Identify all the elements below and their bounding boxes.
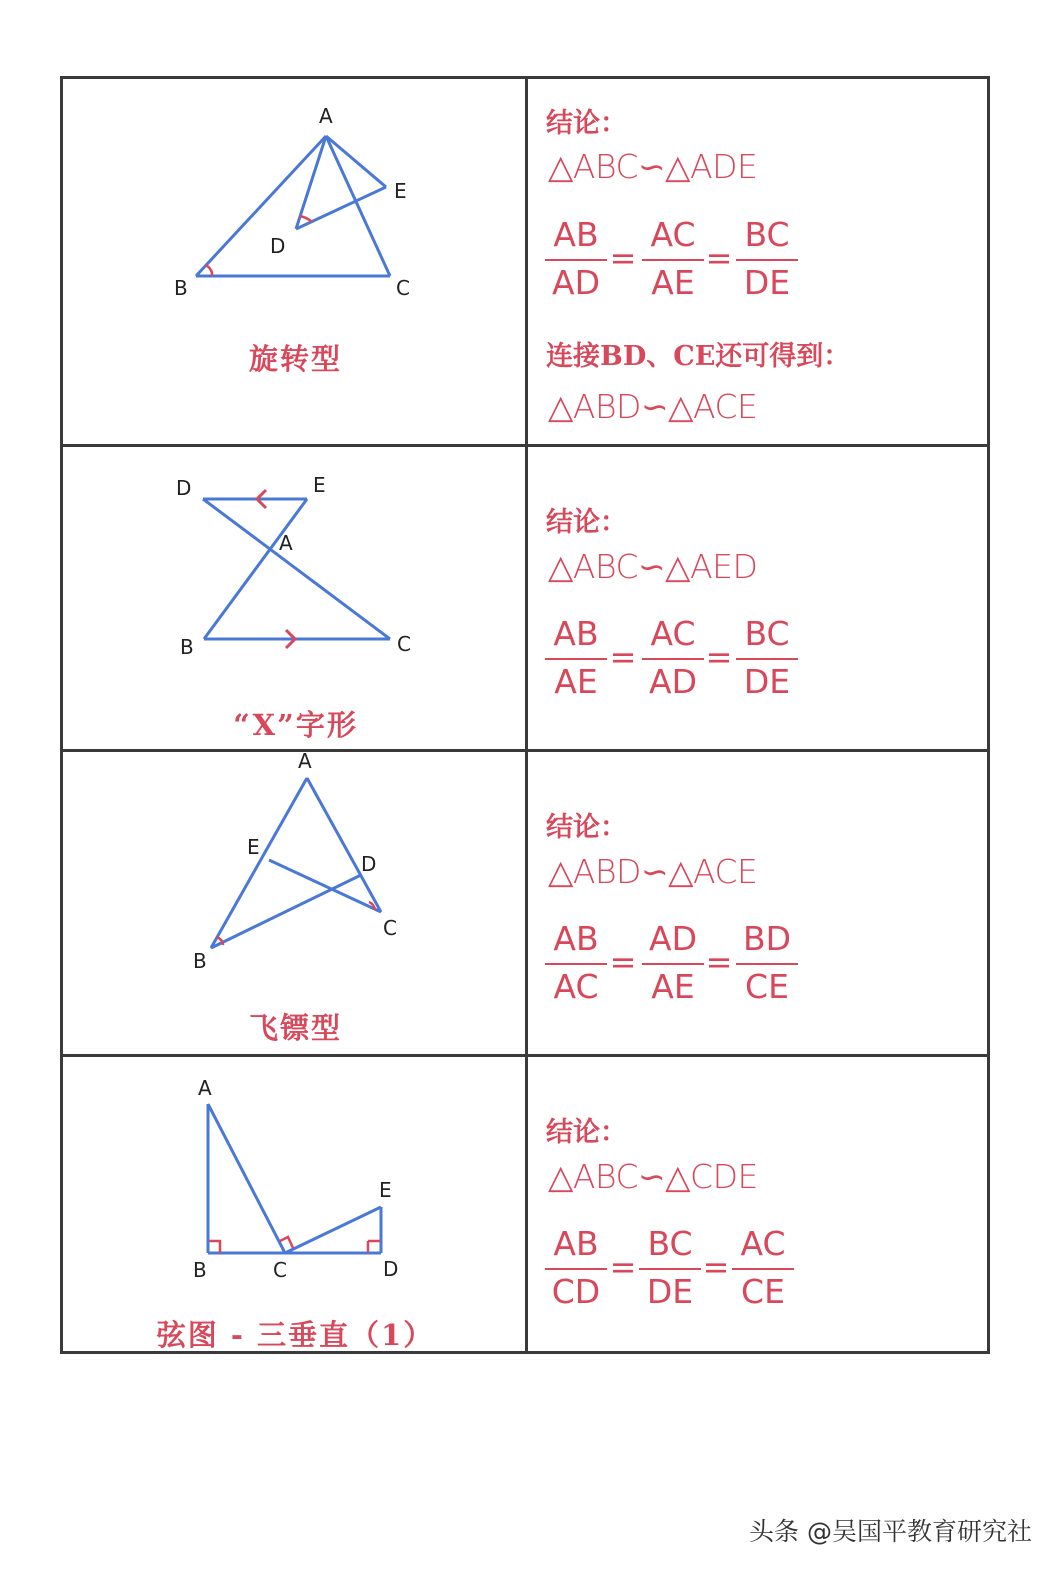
point-label-d: D [176,476,192,500]
ratio-equation [548,610,908,706]
point-label-c: C [273,1258,287,1282]
conclusion-cell [528,447,987,749]
ratio-equation [548,211,908,307]
table-row-three-perpendicular [63,1054,987,1351]
fraction: AB AC [548,915,604,1011]
figure-caption: “X”字形 [233,708,358,742]
table-row-dart-shape [63,749,987,1054]
fraction: AB AD [548,211,604,307]
point-label-e: E [379,1178,392,1202]
point-label-d: D [361,852,377,876]
figure-caption: 旋转型 [248,342,342,376]
fraction: AC AE [645,211,701,307]
point-label-b: B [193,949,207,973]
table-row-rotation [63,79,987,444]
fraction: AB AE [548,610,604,706]
watermark: 头条 @吴国平教育研究社 [749,1517,1032,1546]
ratio-equation [548,915,908,1011]
similarity-statement: △ABC∽△AED [548,547,758,586]
point-label-a: A [198,1076,212,1100]
conclusion-heading: 结论： [546,1117,627,1148]
fraction: AC CE [735,1220,791,1316]
figure-cell [63,752,528,1054]
point-label-b: B [193,1258,207,1282]
equals-sign: = [705,943,733,981]
point-label-a: A [279,531,293,555]
figure-cell [63,447,528,749]
equals-sign: = [705,239,733,277]
three-perpendicular-figure [63,1057,528,1354]
conclusion-cell [528,752,987,1054]
equals-sign: = [609,1248,637,1286]
point-label-c: C [397,632,411,656]
similar-triangles-table [60,76,990,1354]
similarity-statement: △ABC∽△CDE [548,1157,758,1196]
fraction: AB CD [548,1220,604,1316]
point-label-d: D [270,234,286,258]
fraction: BC DE [642,1220,698,1316]
conclusion-heading: 结论： [546,108,627,139]
point-label-a: A [298,752,312,773]
equals-sign: = [705,638,733,676]
point-label-c: C [383,916,397,940]
figure-cell [63,1057,528,1351]
conclusion-heading: 结论： [546,507,627,538]
figure-caption: 弦图 - 三垂直（1） [156,1318,435,1352]
point-label-c: C [396,276,410,300]
equals-sign: = [609,943,637,981]
fraction: BD CE [739,915,795,1011]
fraction: BC DE [739,610,795,706]
fraction: BC DE [739,211,795,307]
ratio-equation [548,1220,908,1316]
rotation-figure [63,79,528,444]
point-label-b: B [180,635,194,659]
equals-sign: = [609,239,637,277]
extra-similarity-statement: △ABD∽△ACE [548,387,758,426]
similarity-statement: △ABD∽△ACE [548,852,758,891]
point-label-e: E [247,835,260,859]
point-label-b: B [174,276,188,300]
conclusion-cell [528,79,987,444]
figure-cell [63,79,528,444]
figure-caption: 飞镖型 [248,1011,342,1045]
equals-sign: = [702,1248,730,1286]
fraction: AC AD [645,610,701,706]
table-row-x-shape [63,444,987,749]
similarity-statement: △ABC∽△ADE [548,147,758,186]
point-label-e: E [313,473,326,497]
point-label-e: E [394,179,407,203]
conclusion-heading: 结论： [546,812,627,843]
fraction: AD AE [645,915,701,1011]
extra-heading: 连接BD、CE还可得到： [546,341,851,372]
equals-sign: = [609,638,637,676]
point-label-a: A [319,104,333,128]
conclusion-cell [528,1057,987,1351]
point-label-d: D [383,1257,399,1281]
